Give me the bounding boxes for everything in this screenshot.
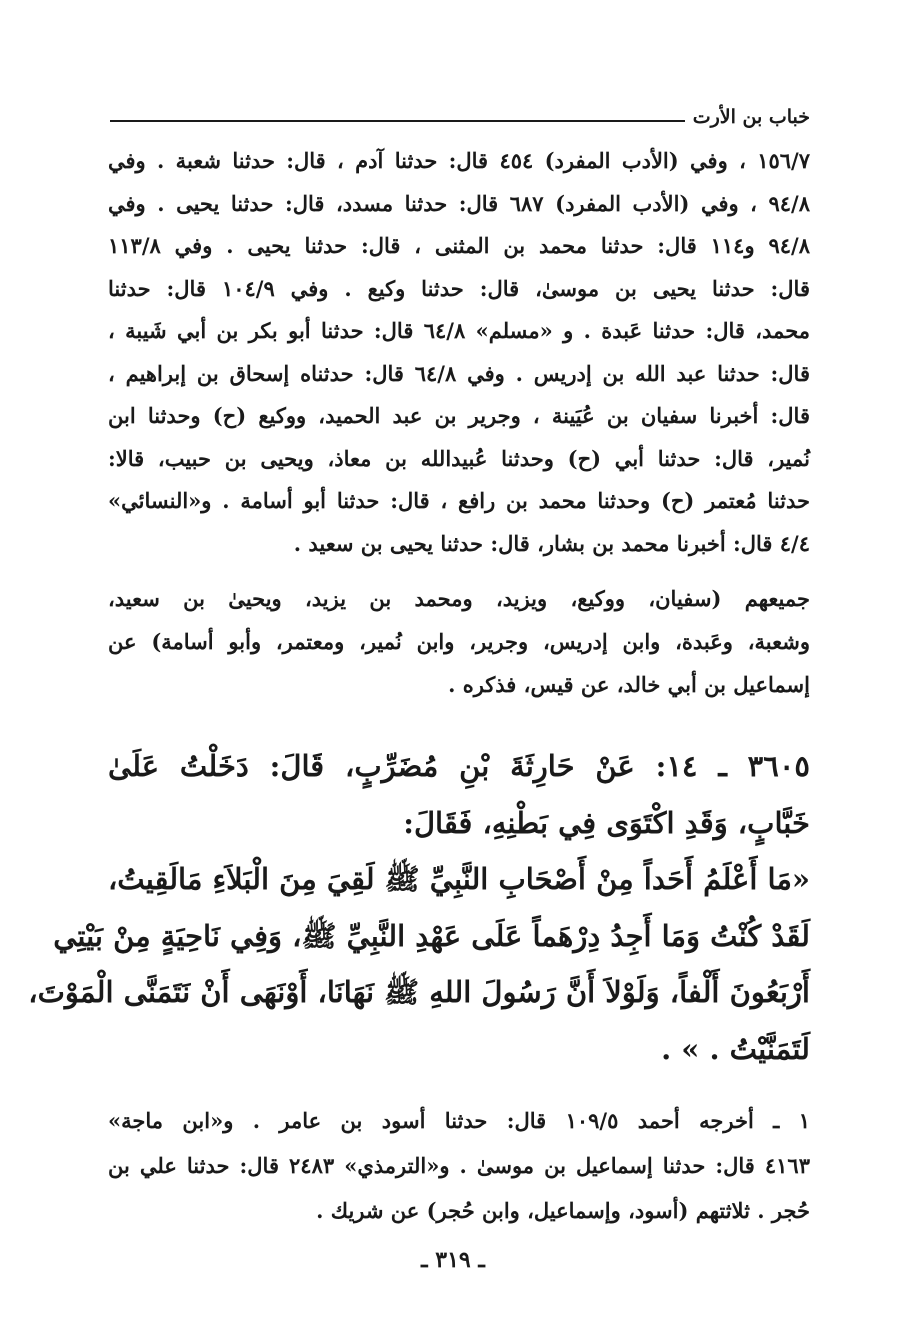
narrators-line: وشعبة، وعَبدة، وابن إدريس، وجرير، وابن نُمير، ومعتمر، وأبو أسامة) عن: [108, 629, 810, 654]
hadith-line: «مَا أَعْلَمُ أَحَداً مِنْ أَصْحَابِ النَّبِيِّ ﷺ لَقِيَ مِنَ الْبَلاَءِ مَالَقِيتُ،: [107, 862, 810, 896]
source-line: قال: حدثنا يحيى بن موسىٰ، قال: حدثنا وكيع . وفي ١٠٤/٩ قال: حدثنا: [108, 275, 810, 301]
source-line: قال: حدثنا عبد الله بن إدريس . وفي ٦٤/٨ قال: حدثناه إسحاق بن إبراهيم ،: [108, 360, 810, 386]
source-line: ١٥٦/٧ ، وفي (الأدب المفرد) ٤٥٤ قال: حدثنا آدم ، قال: حدثنا شعبة . وفي: [108, 148, 810, 173]
header-title: خباب بن الأرت: [692, 106, 810, 128]
hadith-line: أَرْبَعُونَ أَلْفاً، وَلَوْلاَ أَنَّ رَسُولَ اللهِ ﷺ نَهَانَا، أَوْنَهَى أَنْ نَتَمَنَّى الْمَوْتَ،: [28, 975, 810, 1009]
hadith-line: لَتَمَنَّيْتُ . » .: [661, 1031, 810, 1066]
running-header: [110, 102, 810, 132]
footnote-line: حُجر . ثلاثتهم (أسود، وإسماعيل، وابن حُجر) عن شريك .: [316, 1198, 810, 1223]
page-number: ـ ٣١٩ ـ: [421, 1247, 485, 1273]
source-line: حدثنا مُعتمر (ح) وحدثنا محمد بن رافع ، قال: حدثنا أبو أسامة . و«النسائي»: [108, 488, 810, 513]
hadith-line: خَبَّابٍ، وَقَدِ اكْتَوَى فِي بَطْنِهِ، فَقَالَ:: [403, 805, 810, 840]
source-line: محمد، قال: حدثنا عَبدة . و «مسلم» ٦٤/٨ قال: حدثنا أبو بكر بن أبي شَيبة ،: [108, 318, 810, 343]
footnote-line: ١ ـ أخرجه أحمد ١٠٩/٥ قال: حدثنا أسود بن عامر . و«ابن ماجة»: [108, 1108, 810, 1133]
narrators-line: إسماعيل بن أبي خالد، عن قيس، فذكره .: [448, 672, 810, 697]
footnote: [108, 1098, 810, 1233]
header-rule: [110, 120, 685, 122]
narrators-paragraph: [108, 577, 810, 706]
hadith-line: ٣٦٠٥ ـ ١٤: عَنْ حَارِثَةَ بْنِ مُضَرِّبٍ، قَالَ: دَخَلْتُ عَلَىٰ: [108, 749, 810, 783]
footnote-line: ٤١٦٣ قال: حدثنا إسماعيل بن موسىٰ . و«الترمذي» ٢٤٨٣ قال: حدثنا علي بن: [108, 1153, 810, 1178]
source-line: ٩٤/٨ ، وفي (الأدب المفرد) ٦٨٧ قال: حدثنا مسدد، قال: حدثنا يحيى . وفي: [108, 190, 811, 216]
hadith-text: [28, 738, 810, 1077]
source-citations: [108, 140, 810, 565]
hadith-line: لَقَدْ كُنْتُ وَمَا أَجِدُ دِرْهَماً عَلَى عَهْدِ النَّبِيِّ ﷺ، وَفِي نَاحِيَةٍ مِنْ بَيْتِي: [53, 918, 810, 953]
source-line: ٩٤/٨ و١١٤ قال: حدثنا محمد بن المثنى ، قال: حدثنا يحيى . وفي ١١٣/٨: [108, 233, 810, 258]
source-line: نُمير، قال: حدثنا أبي (ح) وحدثنا عُبيدالله بن معاذ، ويحيى بن حبيب، قالا:: [108, 445, 810, 471]
source-line: ٤/٤ قال: أخبرنا محمد بن بشار، قال: حدثنا يحيى بن سعيد .: [293, 530, 810, 556]
source-line: قال: أخبرنا سفيان بن عُيَينة ، وجرير بن عبد الحميد، ووكيع (ح) وحدثنا ابن: [108, 403, 810, 428]
narrators-line: جميعهم (سفيان، ووكيع، ويزيد، ومحمد بن يزيد، ويحيىٰ بن سعيد،: [108, 586, 810, 611]
